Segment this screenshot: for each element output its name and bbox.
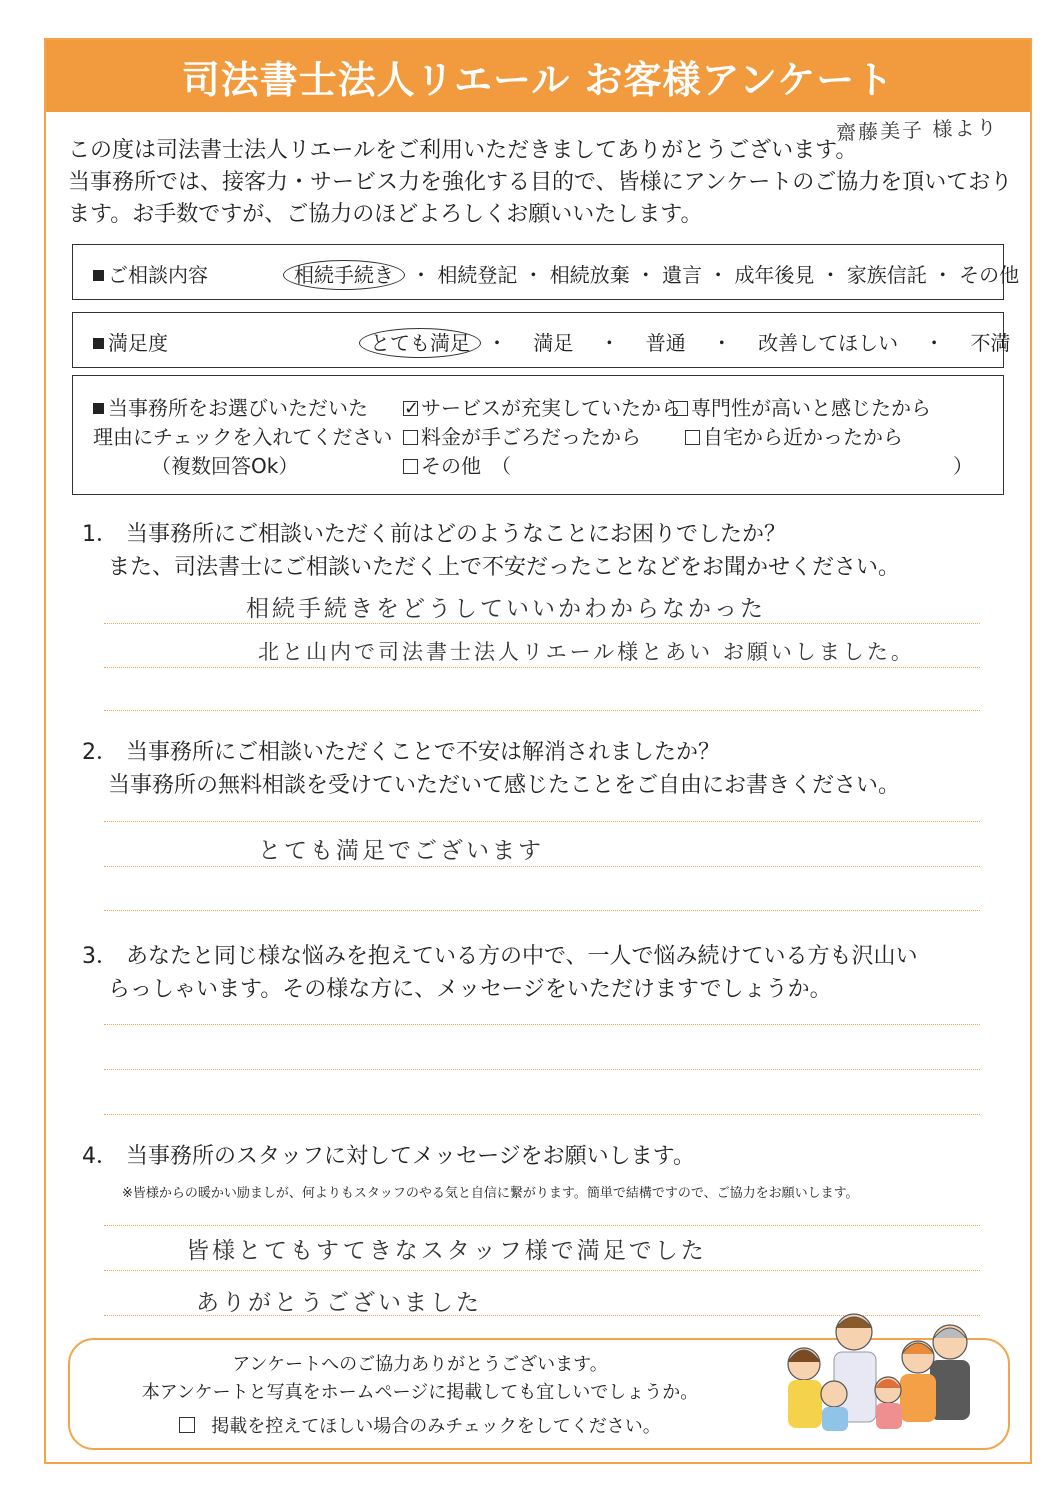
consultation-option[interactable]: 相続登記 [437, 263, 518, 287]
answer-4-line-2: ありがとうございました [196, 1290, 482, 1316]
intro-line-3: ます。お手数ですが、ご協力のほどよろしくお願いいたします。 [68, 202, 703, 227]
answer-line [104, 1270, 980, 1271]
title-banner [46, 40, 1030, 112]
family-illustration-icon [772, 1302, 992, 1452]
answer-line [104, 710, 980, 711]
reason-option: 自宅から近かったから [703, 425, 903, 449]
checkbox[interactable] [403, 459, 418, 474]
question-text: あなたと同じ様な悩みを抱えている方の中で、一人で悩み続けている方も沢山い [126, 944, 918, 969]
question-text-2: らっしゃいます。その様な方に、メッセージをいただけますでしょうか。 [108, 977, 832, 1002]
satisfaction-options: とても満足 ・ 満足 ・ 普通 ・ 改善してほしい ・ 不満 [359, 327, 1016, 356]
footer-thanks: アンケートへのご協力ありがとうございます。 [232, 1354, 608, 1375]
answer-line [104, 910, 980, 911]
question-text: 当事務所にご相談いただくことで不安は解消されましたか？ [126, 740, 721, 765]
footer-instruction: 掲載を控えてほしい場合のみチェックをしてください。 [211, 1416, 661, 1437]
answer-line [104, 623, 980, 624]
consultation-option[interactable]: 遺言 [662, 263, 703, 287]
survey-sheet [44, 38, 1032, 1464]
answer-line [104, 1114, 980, 1115]
answer-2-line-1: とても満足でございます [258, 838, 544, 864]
checkbox[interactable] [673, 401, 688, 416]
answer-line [104, 667, 980, 668]
answer-line [104, 1069, 980, 1070]
answer-1-line-2: 北と山内で司法書士法人リエール様とあい お願いしました。 [258, 640, 915, 664]
question-3 [82, 940, 918, 1006]
checkbox[interactable] [685, 430, 700, 445]
consultation-box [72, 244, 1020, 300]
answer-line [104, 1024, 980, 1025]
consultation-option-selected[interactable]: 相続手続き [283, 260, 405, 290]
question-text: 当事務所にご相談いただく前はどのようなことにお困りでしたか？ [126, 522, 787, 547]
consultation-label: ご相談内容 [108, 263, 208, 287]
handwritten-signature: 齋藤美子 様より [835, 115, 999, 145]
question-2 [82, 736, 900, 802]
satisfaction-option[interactable]: 普通 [645, 331, 686, 355]
answer-1-line-1: 相続手続きをどうしていいかわからなかった [246, 596, 766, 622]
intro-line-2: 当事務所では、接客力・サービス力を強化する目的で、皆様にアンケートのご協力を頂いており [68, 170, 1013, 195]
decline-checkbox[interactable] [179, 1417, 195, 1433]
square-bullet-icon [93, 338, 104, 349]
satisfaction-box [72, 312, 1011, 368]
satisfaction-option[interactable]: 不満 [970, 331, 1011, 355]
answer-line [104, 821, 980, 822]
question-number: 3． [82, 944, 118, 969]
answer-line [104, 1225, 980, 1226]
other-close-paren: ） [953, 454, 973, 478]
question-text-2: 当事務所の無料相談を受けていただいて感じたことをご自由にお書きください。 [108, 773, 901, 798]
reason-option: サービスが充実していたから [421, 396, 681, 420]
reasons-label-3: （複数回答Ok） [151, 454, 299, 478]
answer-line [104, 866, 980, 867]
question-text-2: また、司法書士にご相談いただく上で不安だったことなどをお聞かせください。 [108, 555, 901, 580]
reasons-box [72, 375, 1004, 495]
satisfaction-label: 満足度 [108, 331, 168, 355]
reasons-label: 当事務所をお選びいただいた [108, 396, 368, 420]
question-number: 4． [82, 1144, 118, 1169]
page-title: 司法書士法人リエール お客様アンケート [181, 57, 895, 102]
consultation-option[interactable]: 成年後見 [734, 263, 815, 287]
satisfaction-option[interactable]: 満足 [533, 331, 574, 355]
satisfaction-option-selected[interactable]: とても満足 [359, 328, 481, 358]
consultation-option[interactable]: 相続放棄 [549, 263, 630, 287]
consultation-option[interactable]: その他 [959, 263, 1020, 287]
reason-option-other[interactable]: その他 （ [421, 454, 511, 478]
question-number: 1． [82, 522, 118, 547]
footer-question: 本アンケートと写真をホームページに掲載しても宜しいでしょうか。 [141, 1382, 699, 1403]
question-number: 2． [82, 740, 118, 765]
answer-4-line-1: 皆様とてもすてきなスタッフ様で満足でした [186, 1238, 707, 1264]
footer-box [68, 1338, 1010, 1450]
checkbox-checked[interactable] [403, 401, 418, 416]
reasons-label-2: 理由にチェックを入れてください [93, 425, 393, 449]
checkbox[interactable] [403, 430, 418, 445]
question-text: 当事務所のスタッフに対してメッセージをお願いします。 [126, 1144, 695, 1169]
consultation-option[interactable]: 家族信託 [846, 263, 927, 287]
reason-option: 料金が手ごろだったから [421, 425, 641, 449]
question-4 [82, 1140, 695, 1173]
consultation-options: 相続手続き ・ 相続登記 ・ 相続放棄 ・ 遺言 ・ 成年後見 ・ 家族信託 ・ その他 [283, 259, 1025, 288]
square-bullet-icon [93, 403, 104, 414]
reasons-options [403, 394, 973, 481]
intro-text [68, 135, 1013, 231]
question-1 [82, 518, 900, 584]
square-bullet-icon [93, 270, 104, 281]
question-4-note: ※皆様からの暖かい励ましが、何よりもスタッフのやる気と自信に繋がります。簡単で結構ですので、ご協力をお願いします。 [122, 1186, 859, 1201]
reason-option: 専門性が高いと感じたから [691, 396, 931, 420]
satisfaction-option[interactable]: 改善してほしい [758, 331, 899, 355]
intro-line-1: この度は司法書士法人リエールをご利用いただきましてありがとうございます。 [68, 138, 858, 163]
